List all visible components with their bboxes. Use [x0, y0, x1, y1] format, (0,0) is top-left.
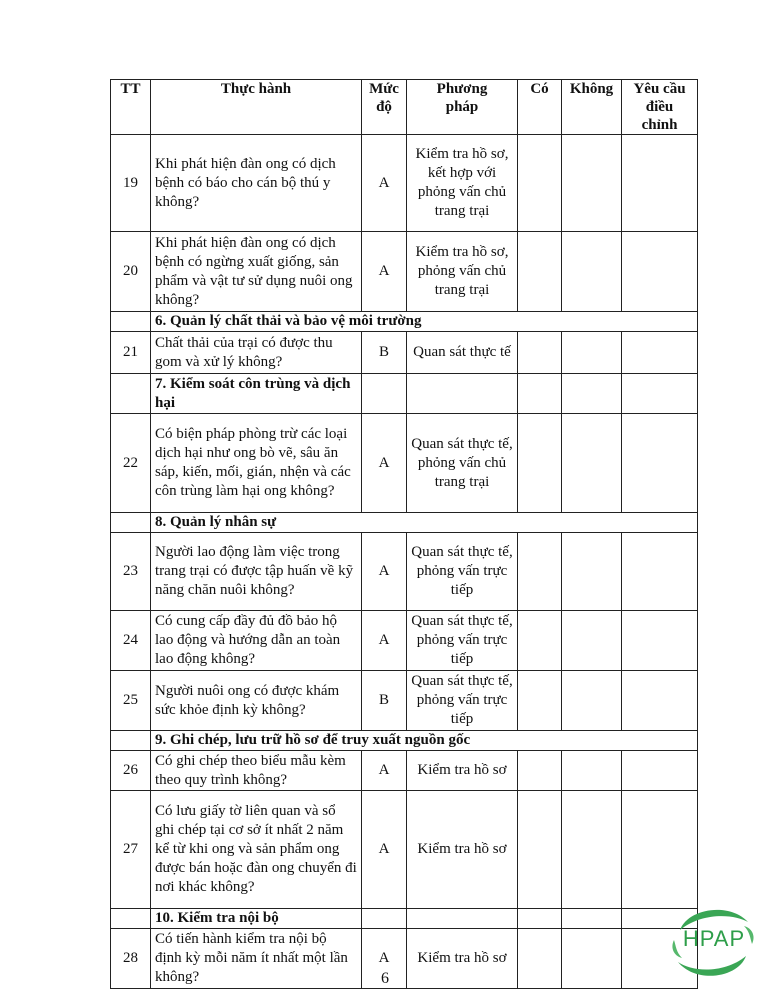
- row-number: 26: [111, 751, 151, 791]
- adjust-cell: [622, 232, 698, 312]
- no-cell: [562, 232, 622, 312]
- header-method: Phương pháp: [407, 80, 518, 135]
- row-number: 23: [111, 533, 151, 611]
- row-number: 27: [111, 791, 151, 909]
- yes-cell: [518, 671, 562, 731]
- row-number: 21: [111, 332, 151, 374]
- section-heading: 8. Quản lý nhân sự: [151, 513, 698, 533]
- level-cell: A: [362, 533, 407, 611]
- row-number: 19: [111, 135, 151, 232]
- no-cell: [562, 671, 622, 731]
- practice-text: Có tiến hành kiểm tra nội bộ định kỳ mỗi năm ít nhất một lần không?: [151, 929, 362, 989]
- practice-text: Người nuôi ong có được khám sức khỏe định kỳ không?: [151, 671, 362, 731]
- section-heading: 10. Kiểm tra nội bộ: [151, 909, 362, 929]
- method-cell: Kiểm tra hồ sơ: [407, 929, 518, 989]
- row-number: 20: [111, 232, 151, 312]
- practice-text: Có cung cấp đầy đủ đồ bảo hộ lao động và hướng dẫn an toàn lao động không?: [151, 611, 362, 671]
- row-number: 25: [111, 671, 151, 731]
- table-row: [111, 332, 698, 374]
- method-cell: Quan sát thực tế, phỏng vấn trực tiếp: [407, 611, 518, 671]
- level-cell: A: [362, 751, 407, 791]
- table-header-row: [111, 80, 698, 135]
- section-heading: 6. Quản lý chất thải và bảo vệ môi trường: [151, 312, 698, 332]
- section-heading: 7. Kiểm soát côn trùng và dịch hại: [151, 374, 362, 414]
- checklist-table: [110, 79, 698, 989]
- practice-text: Chất thải của trại có được thu gom và xử lý không?: [151, 332, 362, 374]
- no-cell: [562, 135, 622, 232]
- table-row: [111, 751, 698, 791]
- adjust-cell: [622, 611, 698, 671]
- practice-text: Người lao động làm việc trong trang trại có được tập huấn về kỹ năng chăn nuôi không?: [151, 533, 362, 611]
- adjust-cell: [622, 135, 698, 232]
- no-cell: [562, 751, 622, 791]
- adjust-cell: [622, 414, 698, 513]
- adjust-cell: [622, 671, 698, 731]
- row-number: [111, 513, 151, 533]
- no-cell: [562, 414, 622, 513]
- row-number: [111, 312, 151, 332]
- header-adjust: Yêu cầu điều chỉnh: [622, 80, 698, 135]
- section-row: [111, 909, 698, 929]
- table-row: [111, 414, 698, 513]
- level-cell: A: [362, 611, 407, 671]
- no-cell: [562, 611, 622, 671]
- method-cell: Kiểm tra hồ sơ, phỏng vấn chủ trang trại: [407, 232, 518, 312]
- practice-text: Có lưu giấy tờ liên quan và sổ ghi chép tại cơ sở ít nhất 2 năm kể từ khi ong và sản phẩm ong được bán hoặc đàn ong chuyển đi nơi khác không?: [151, 791, 362, 909]
- level-cell: A: [362, 232, 407, 312]
- yes-cell: [518, 135, 562, 232]
- row-number: 24: [111, 611, 151, 671]
- no-cell: [562, 791, 622, 909]
- method-cell: Kiểm tra hồ sơ, kết hợp với phỏng vấn chủ trang trại: [407, 135, 518, 232]
- no-cell: [562, 533, 622, 611]
- method-cell: Kiểm tra hồ sơ: [407, 751, 518, 791]
- no-cell: [562, 332, 622, 374]
- table-row: [111, 533, 698, 611]
- page-number: 6: [381, 970, 389, 987]
- practice-text: Có ghi chép theo biểu mẫu kèm theo quy trình không?: [151, 751, 362, 791]
- header-practice: Thực hành: [151, 80, 362, 135]
- row-number: 22: [111, 414, 151, 513]
- adjust-cell: [622, 332, 698, 374]
- table-row: [111, 135, 698, 232]
- section-row: [111, 312, 698, 332]
- section-row: [111, 731, 698, 751]
- method-cell: Quan sát thực tế: [407, 332, 518, 374]
- header-no: Không: [562, 80, 622, 135]
- level-cell: B: [362, 671, 407, 731]
- yes-cell: [518, 791, 562, 909]
- method-cell: Kiểm tra hồ sơ: [407, 791, 518, 909]
- row-number: 28: [111, 929, 151, 989]
- section-row: [111, 374, 698, 414]
- yes-cell: [518, 533, 562, 611]
- adjust-cell: [622, 751, 698, 791]
- header-level: Mức độ: [362, 80, 407, 135]
- yes-cell: [518, 414, 562, 513]
- row-number: [111, 731, 151, 751]
- header-yes: Có: [518, 80, 562, 135]
- level-cell: A: [362, 414, 407, 513]
- section-heading: 9. Ghi chép, lưu trữ hồ sơ để truy xuất nguồn gốc: [151, 731, 698, 751]
- level-cell: B: [362, 332, 407, 374]
- section-row: [111, 513, 698, 533]
- yes-cell: [518, 751, 562, 791]
- adjust-cell: [622, 791, 698, 909]
- method-cell: Quan sát thực tế, phỏng vấn trực tiếp: [407, 533, 518, 611]
- table-row: [111, 611, 698, 671]
- yes-cell: [518, 332, 562, 374]
- adjust-cell: [622, 533, 698, 611]
- practice-text: Có biện pháp phòng trừ các loại dịch hại như ong bò vẽ, sâu ăn sáp, kiến, mối, gián, nhện và các côn trùng làm hại ong không?: [151, 414, 362, 513]
- row-number: [111, 909, 151, 929]
- method-cell: Quan sát thực tế, phỏng vấn chủ trang trại: [407, 414, 518, 513]
- logo-text: HPAP: [682, 926, 746, 951]
- level-cell: A: [362, 791, 407, 909]
- level-cell: A: [362, 929, 407, 989]
- yes-cell: [518, 611, 562, 671]
- header-tt: TT: [111, 80, 151, 135]
- table-row: [111, 232, 698, 312]
- practice-text: Khi phát hiện đàn ong có dịch bệnh có báo cho cán bộ thú y không?: [151, 135, 362, 232]
- method-cell: Quan sát thực tế, phỏng vấn trực tiếp: [407, 671, 518, 731]
- practice-text: Khi phát hiện đàn ong có dịch bệnh có ngừng xuất giống, sản phẩm và vật tư sử dụng nuôi ong không?: [151, 232, 362, 312]
- yes-cell: [518, 232, 562, 312]
- level-cell: A: [362, 135, 407, 232]
- table-row: [111, 791, 698, 909]
- table-row: [111, 671, 698, 731]
- row-number: [111, 374, 151, 414]
